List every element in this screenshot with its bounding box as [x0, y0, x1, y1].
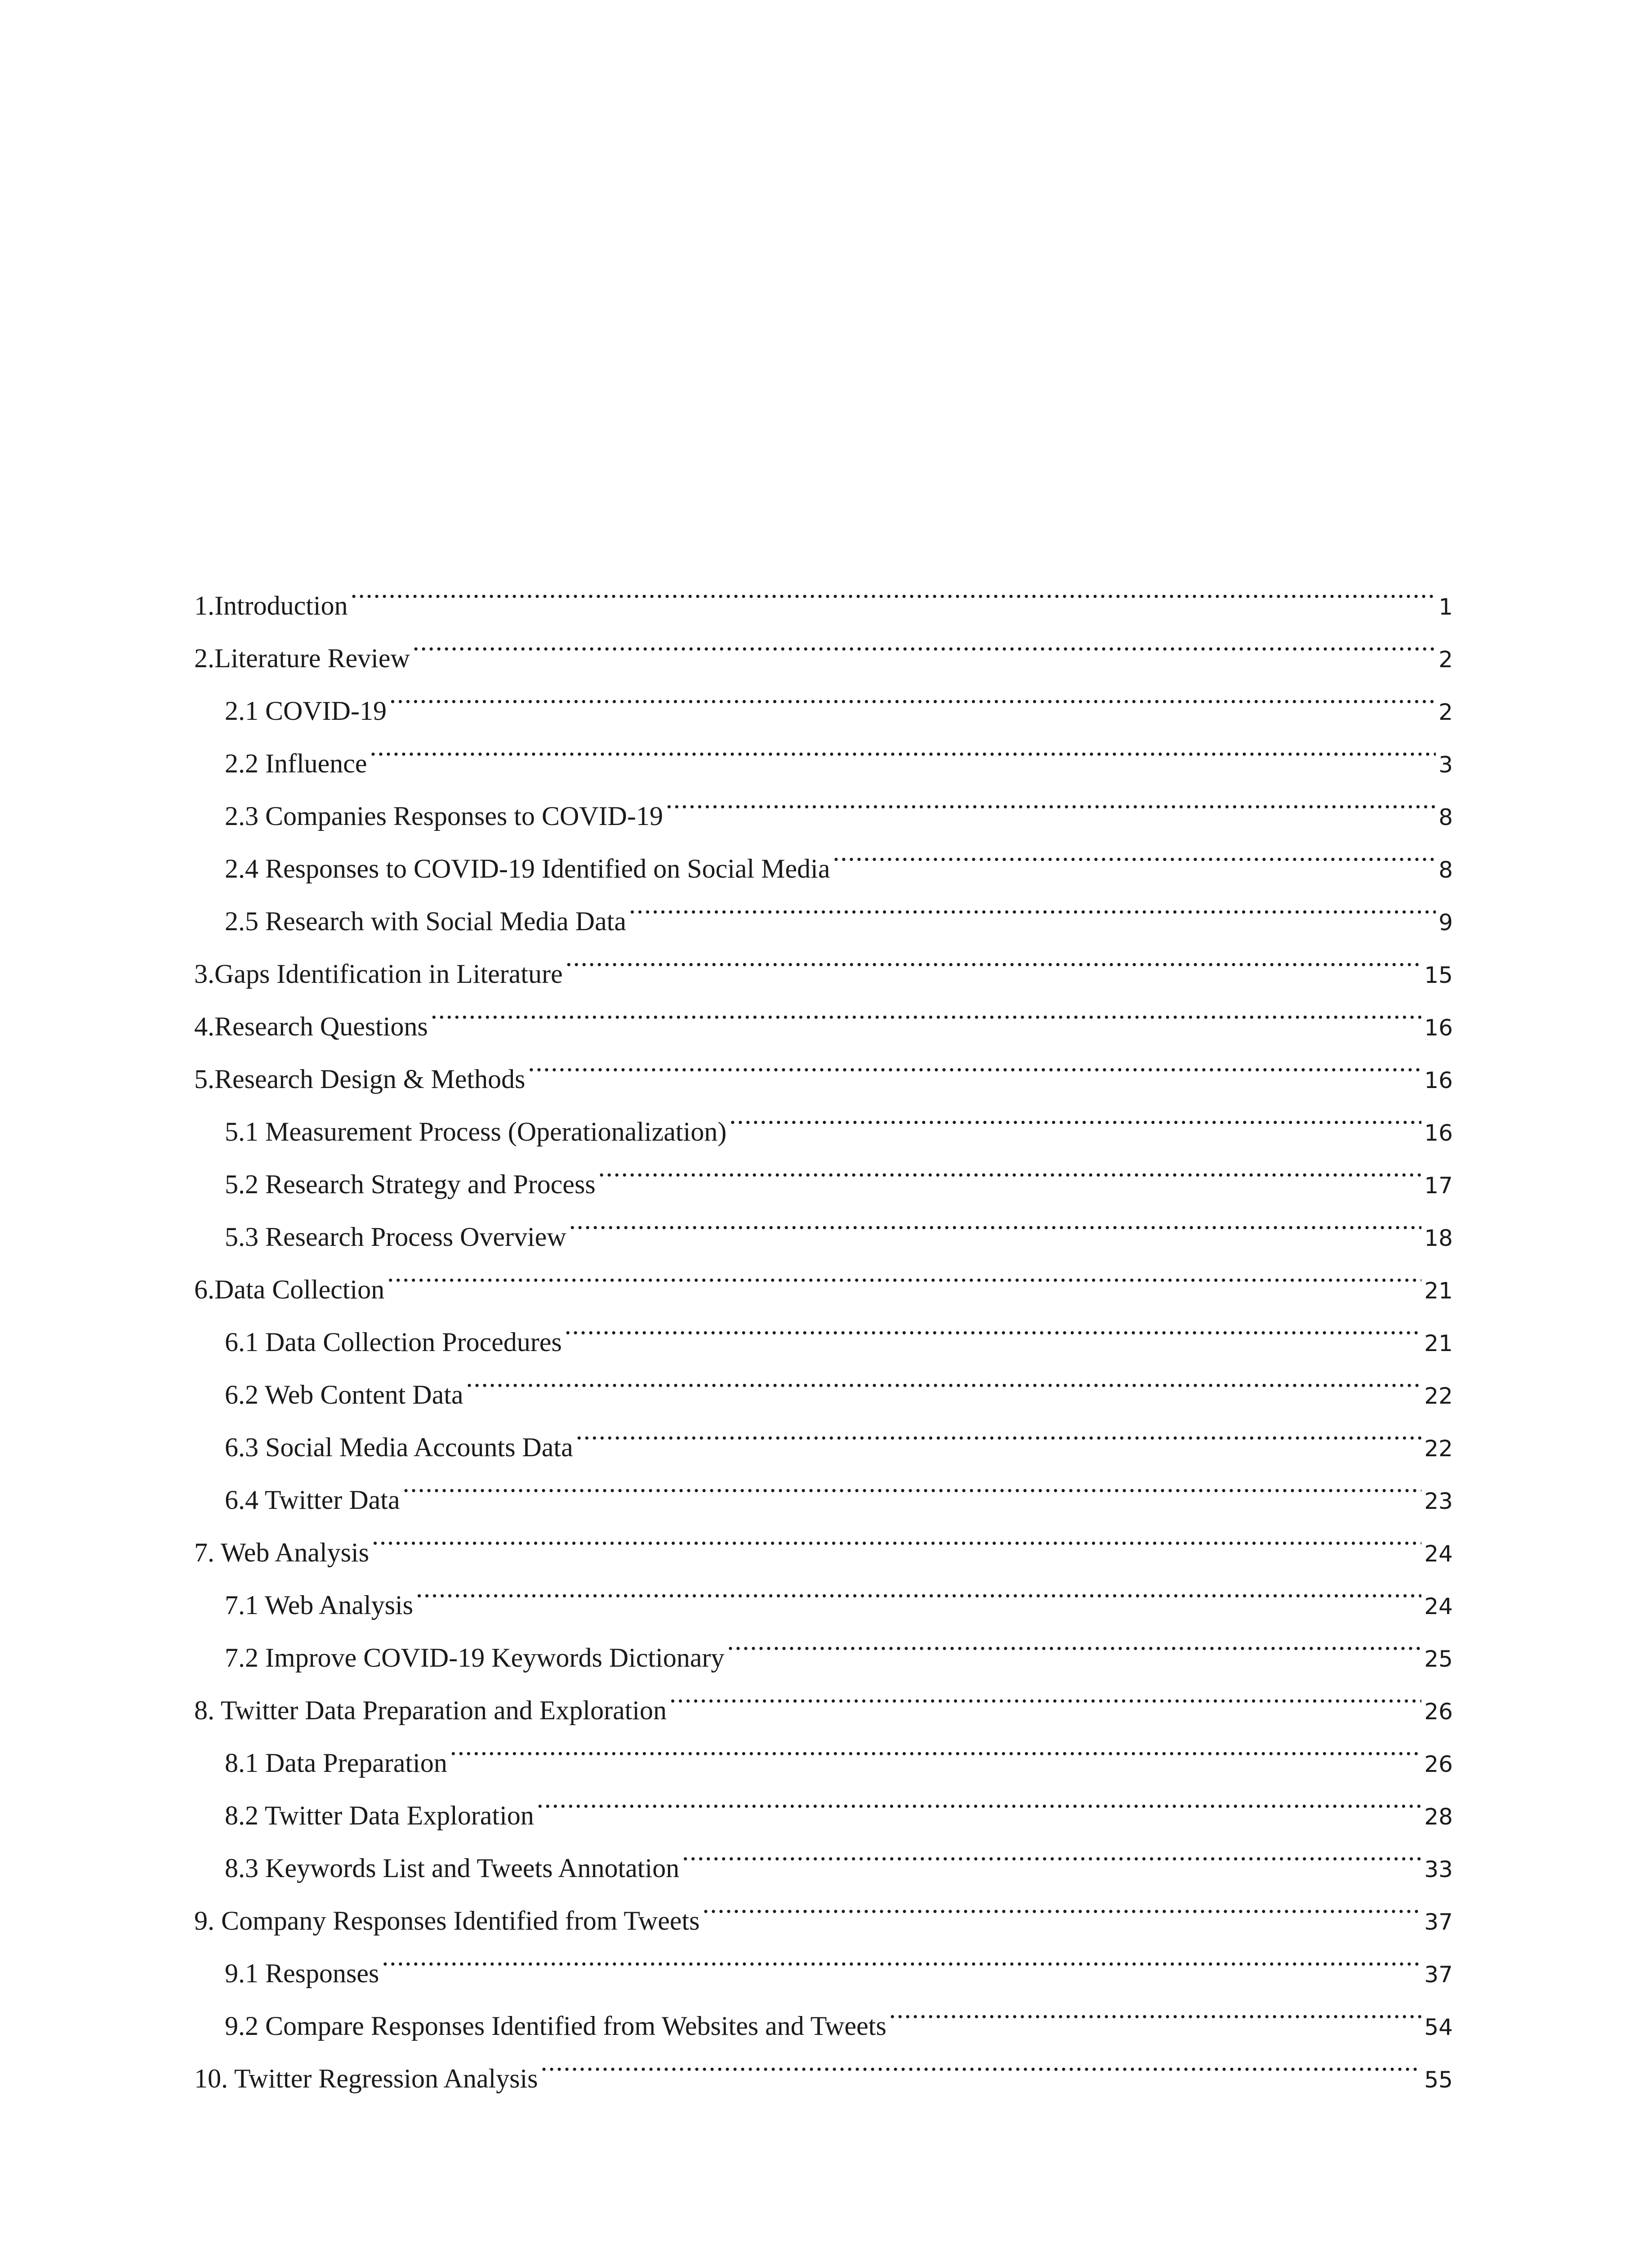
toc-entry-title: 6.1 Data Collection Procedures — [225, 1327, 562, 1357]
toc-dot-leader — [389, 667, 1436, 720]
toc-dot-leader — [450, 1719, 1422, 1772]
toc-entry[interactable] — [194, 562, 1453, 620]
toc-dot-leader — [682, 1824, 1421, 1877]
toc-entry-title: 9.1 Responses — [225, 1958, 379, 1988]
toc-entry[interactable] — [194, 667, 1453, 726]
toc-entry[interactable] — [194, 1246, 1453, 1304]
toc-entry-page-number: 3 — [1438, 752, 1453, 778]
toc-entry-page-number: 21 — [1424, 1278, 1453, 1304]
toc-entry-title: 7.1 Web Analysis — [225, 1590, 414, 1620]
toc-entry-title: 3.Gaps Identification in Literature — [194, 959, 563, 989]
toc-entry-page-number: 24 — [1424, 1593, 1453, 1619]
toc-entry-title: 5.Research Design & Methods — [194, 1064, 525, 1094]
toc-dot-leader — [351, 562, 1436, 615]
toc-entry[interactable] — [194, 1982, 1453, 2041]
toc-entry-page-number: 2 — [1438, 699, 1453, 725]
toc-entry[interactable] — [194, 1614, 1453, 1673]
toc-entry-page-number: 2 — [1438, 647, 1453, 673]
toc-dot-leader — [370, 720, 1436, 772]
toc-entry[interactable] — [194, 1877, 1453, 1936]
toc-dot-leader — [629, 878, 1436, 930]
toc-entry-title: 6.2 Web Content Data — [225, 1380, 463, 1409]
toc-entry-page-number: 28 — [1424, 1804, 1453, 1830]
toc-entry-title: 8. Twitter Data Preparation and Exploration — [194, 1695, 667, 1725]
toc-entry-page-number: 24 — [1424, 1541, 1453, 1567]
toc-entry[interactable] — [194, 1509, 1453, 1567]
toc-entry[interactable] — [194, 825, 1453, 883]
toc-entry-title: 6.3 Social Media Accounts Data — [225, 1432, 573, 1462]
toc-entry[interactable] — [194, 1930, 1453, 1988]
toc-entry-page-number: 26 — [1424, 1699, 1453, 1725]
toc-dot-leader — [372, 1509, 1421, 1561]
toc-entry[interactable] — [194, 1772, 1453, 1830]
toc-entry[interactable] — [194, 1035, 1453, 1094]
toc-entry-page-number: 9 — [1438, 910, 1453, 936]
toc-entry-page-number: 16 — [1424, 1120, 1453, 1146]
toc-entry[interactable] — [194, 2035, 1453, 2093]
toc-entry-title: 1.Introduction — [194, 591, 348, 620]
toc-entry-title: 2.2 Influence — [225, 749, 367, 778]
toc-entry[interactable] — [194, 930, 1453, 989]
toc-entry-page-number: 26 — [1424, 1751, 1453, 1777]
toc-entry[interactable] — [194, 1667, 1453, 1725]
toc-entry-title: 5.3 Research Process Overview — [225, 1222, 566, 1252]
toc-dot-leader — [466, 1351, 1422, 1404]
toc-entry[interactable] — [194, 983, 1453, 1041]
toc-entry[interactable] — [194, 1824, 1453, 1883]
toc-entry-page-number: 18 — [1424, 1225, 1453, 1251]
toc-entry[interactable] — [194, 1456, 1453, 1515]
toc-entry-page-number: 8 — [1438, 857, 1453, 883]
toc-dot-leader — [566, 930, 1422, 983]
toc-dot-leader — [431, 983, 1422, 1035]
toc-entry-page-number: 37 — [1424, 1962, 1453, 1988]
toc-entry-title: 6.4 Twitter Data — [225, 1485, 400, 1515]
toc-entry-page-number: 21 — [1424, 1330, 1453, 1356]
toc-entry-title: 5.2 Research Strategy and Process — [225, 1169, 596, 1199]
toc-entry-title: 10. Twitter Regression Analysis — [194, 2064, 538, 2093]
toc-entry-title: 6.Data Collection — [194, 1275, 385, 1304]
toc-dot-leader — [528, 1035, 1422, 1088]
toc-dot-leader — [387, 1246, 1421, 1298]
toc-entry-title: 2.5 Research with Social Media Data — [225, 906, 627, 936]
toc-entry-page-number: 22 — [1424, 1436, 1453, 1462]
toc-entry-title: 2.1 COVID-19 — [225, 696, 387, 726]
toc-entry-page-number: 23 — [1424, 1488, 1453, 1514]
toc-entry-title: 4.Research Questions — [194, 1012, 428, 1041]
toc-dot-leader — [413, 615, 1436, 667]
toc-entry-title: 7.2 Improve COVID-19 Keywords Dictionary — [225, 1643, 725, 1673]
toc-entry[interactable] — [194, 1351, 1453, 1409]
toc-entry-title: 2.4 Responses to COVID-19 Identified on Social Media — [225, 854, 830, 883]
toc-entry-page-number: 55 — [1424, 2067, 1453, 2093]
toc-entry-page-number: 16 — [1424, 1015, 1453, 1041]
toc-entry-page-number: 17 — [1424, 1173, 1453, 1199]
toc-dot-leader — [569, 1193, 1422, 1246]
toc-dot-leader — [729, 1088, 1421, 1141]
toc-entry[interactable] — [194, 1719, 1453, 1778]
toc-entry[interactable] — [194, 1561, 1453, 1620]
toc-entry[interactable] — [194, 615, 1453, 673]
toc-entry-title: 8.3 Keywords List and Tweets Annotation — [225, 1853, 680, 1883]
toc-entry[interactable] — [194, 1404, 1453, 1462]
toc-dot-leader — [833, 825, 1436, 878]
toc-dot-leader — [666, 772, 1436, 825]
toc-entry[interactable] — [194, 1141, 1453, 1199]
toc-dot-leader — [416, 1561, 1421, 1614]
toc-entry-page-number: 25 — [1424, 1646, 1453, 1672]
toc-entry[interactable] — [194, 878, 1453, 936]
toc-entry-title: 9.2 Compare Responses Identified from Websites and Tweets — [225, 2011, 886, 2041]
toc-dot-leader — [537, 1772, 1422, 1824]
toc-dot-leader — [889, 1982, 1422, 2035]
toc-dot-leader — [382, 1930, 1421, 1982]
toc-dot-leader — [669, 1667, 1421, 1719]
toc-dot-leader — [541, 2035, 1422, 2087]
toc-entry[interactable] — [194, 1088, 1453, 1146]
toc-entry-title: 9. Company Responses Identified from Tweets — [194, 1906, 700, 1936]
toc-entry[interactable] — [194, 772, 1453, 831]
toc-entry-page-number: 22 — [1424, 1383, 1453, 1409]
toc-entry-page-number: 33 — [1424, 1856, 1453, 1882]
toc-entry[interactable] — [194, 1298, 1453, 1357]
toc-dot-leader — [703, 1877, 1422, 1930]
toc-dot-leader — [576, 1404, 1422, 1456]
toc-entry-title: 2.Literature Review — [194, 643, 410, 673]
toc-entry[interactable] — [194, 720, 1453, 778]
toc-entry-page-number: 15 — [1424, 962, 1453, 988]
toc-entry-title: 7. Web Analysis — [194, 1538, 370, 1567]
toc-entry[interactable] — [194, 1193, 1453, 1252]
toc-dot-leader — [598, 1141, 1422, 1193]
toc-entry-page-number: 54 — [1424, 2014, 1453, 2040]
table-of-contents — [194, 562, 1453, 2093]
toc-entry-title: 2.3 Companies Responses to COVID-19 — [225, 801, 663, 831]
toc-entry-page-number: 16 — [1424, 1067, 1453, 1093]
toc-entry-page-number: 1 — [1438, 594, 1453, 620]
toc-dot-leader — [565, 1298, 1422, 1351]
toc-entry-page-number: 8 — [1438, 804, 1453, 830]
toc-entry-title: 5.1 Measurement Process (Operationalization) — [225, 1117, 727, 1146]
toc-entry-title: 8.1 Data Preparation — [225, 1748, 447, 1778]
toc-entry-page-number: 37 — [1424, 1909, 1453, 1935]
toc-dot-leader — [727, 1614, 1421, 1667]
toc-dot-leader — [403, 1456, 1422, 1509]
toc-entry-title: 8.2 Twitter Data Exploration — [225, 1801, 534, 1830]
